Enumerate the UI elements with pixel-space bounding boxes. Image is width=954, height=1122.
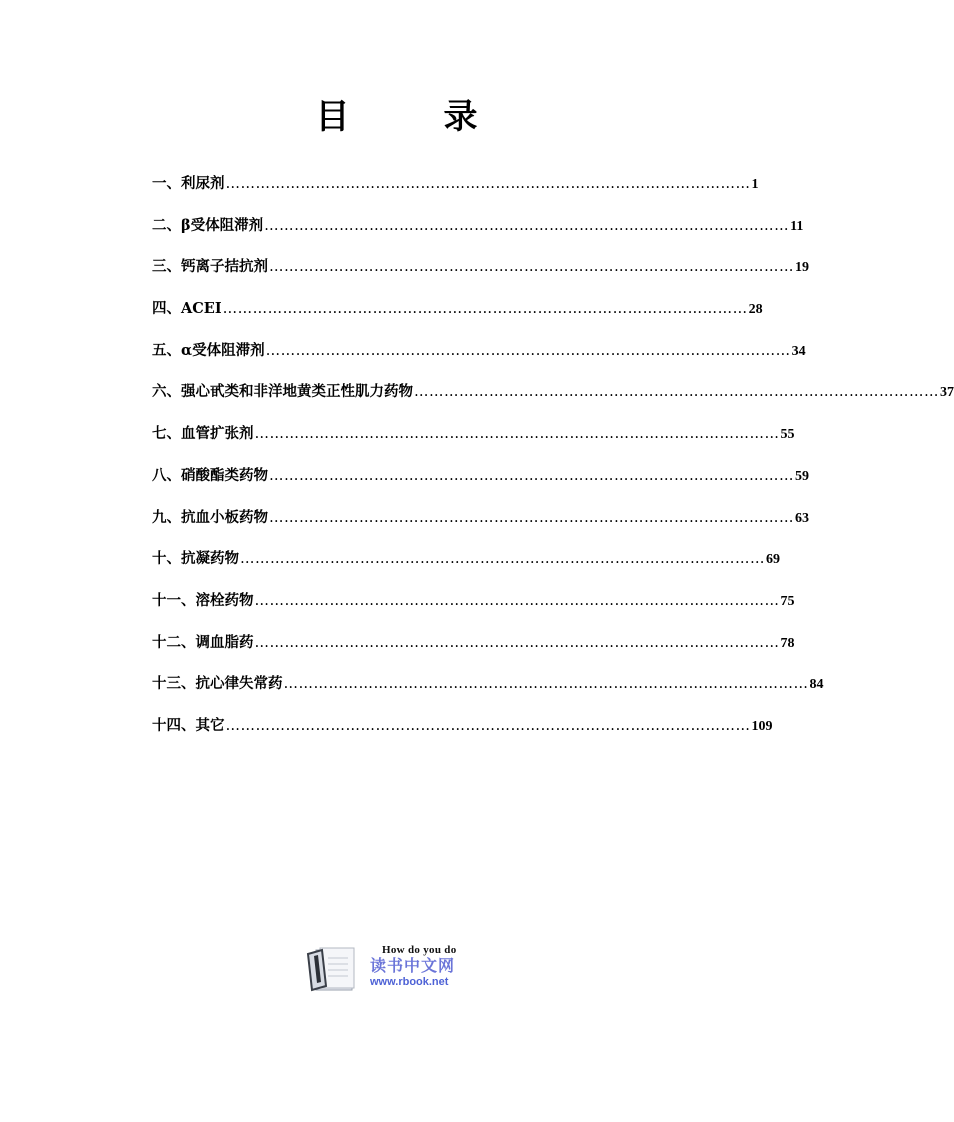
toc-entry[interactable]: [152, 214, 804, 256]
toc-entry-label: 六、强心甙类和非洋地黄类正性肌力药物: [152, 383, 413, 401]
toc-leader-dots: ……………………………………………………………………………………………: [269, 467, 794, 484]
toc-leader-dots: ……………………………………………………………………………………………: [222, 301, 748, 318]
toc-leader-dots: ……………………………………………………………………………………………: [254, 592, 780, 609]
toc-entry-label: 十二、调血脂药: [152, 633, 254, 651]
toc-entry-label: 七、血管扩张剂: [152, 425, 254, 443]
toc-entry[interactable]: [152, 464, 809, 506]
toc-leader-dots: ……………………………………………………………………………………………: [254, 634, 780, 651]
logo-site-name: 读书中文网: [370, 956, 456, 975]
toc-entry-page: 28: [748, 302, 763, 318]
toc-entry-label: 十、抗凝药物: [152, 550, 239, 568]
toc-leader-dots: ……………………………………………………………………………………………: [283, 676, 809, 693]
toc-entry[interactable]: [152, 422, 795, 464]
toc-entry-page: 19: [795, 260, 809, 276]
toc-leader-dots: ……………………………………………………………………………………………: [225, 176, 751, 192]
toc-entry-page: 1: [751, 177, 759, 192]
toc-entry-page: 69: [766, 552, 780, 568]
toc-entry-page: 11: [790, 218, 804, 234]
toc-leader-dots: ……………………………………………………………………………………………: [225, 717, 751, 734]
toc-entry-page: 78: [780, 635, 795, 651]
toc-entry[interactable]: [152, 380, 954, 422]
toc-leader-dots: ……………………………………………………………………………………………: [254, 426, 780, 443]
toc-entry[interactable]: [152, 297, 763, 339]
toc-entry-page: 34: [791, 343, 806, 359]
toc-entry-label: 三、钙离子拮抗剂: [152, 258, 268, 276]
toc-leader-dots: ……………………………………………………………………………………………: [269, 259, 794, 276]
toc-leader-dots: ……………………………………………………………………………………………: [265, 342, 791, 359]
toc-entry-page: 37: [940, 385, 954, 401]
toc-entry-label: 九、抗血小板药物: [152, 508, 268, 526]
toc-entry-label: 五、α受体阻滞剂: [152, 341, 265, 359]
toc-entry-page: 109: [751, 718, 773, 734]
toc-entry[interactable]: [152, 589, 795, 631]
toc-entry[interactable]: [152, 714, 773, 756]
toc-entry[interactable]: [152, 631, 795, 673]
logo-caption: How do you do: [382, 944, 457, 956]
toc-entry-page: 63: [795, 510, 809, 526]
logo-url: www.rbook.net: [370, 976, 449, 988]
toc-entry[interactable]: [152, 255, 809, 297]
toc-entry-label: 八、硝酸酯类药物: [152, 466, 268, 484]
toc-entry-label: 二、β受体阻滞剂: [152, 216, 264, 234]
toc-leader-dots: ……………………………………………………………………………………………: [240, 551, 765, 568]
toc-entry-label: 四、ACEI: [152, 300, 222, 318]
toc-entry[interactable]: [152, 506, 809, 548]
toc-entry[interactable]: [152, 339, 806, 381]
table-of-contents: [152, 172, 954, 756]
toc-entry-label: 十一、溶栓药物: [152, 591, 254, 609]
toc-entry-page: 75: [780, 593, 795, 609]
toc-leader-dots: ……………………………………………………………………………………………: [264, 217, 790, 234]
toc-entry-label: 十三、抗心律失常药: [152, 675, 283, 693]
toc-entry[interactable]: [152, 547, 780, 589]
toc-entry-page: 55: [780, 427, 795, 443]
page-title: 目 录: [315, 97, 508, 137]
toc-entry-page: 84: [809, 677, 824, 693]
toc-entry[interactable]: [152, 672, 824, 714]
toc-leader-dots: ……………………………………………………………………………………………: [269, 509, 794, 526]
toc-leader-dots: ……………………………………………………………………………………………: [414, 384, 939, 401]
toc-entry-label: 十四、其它: [152, 716, 225, 734]
toc-entry-page: 59: [795, 468, 809, 484]
toc-entry[interactable]: [152, 172, 759, 214]
book-pages-icon: [306, 944, 366, 994]
toc-entry-label: 一、利尿剂: [152, 175, 225, 192]
